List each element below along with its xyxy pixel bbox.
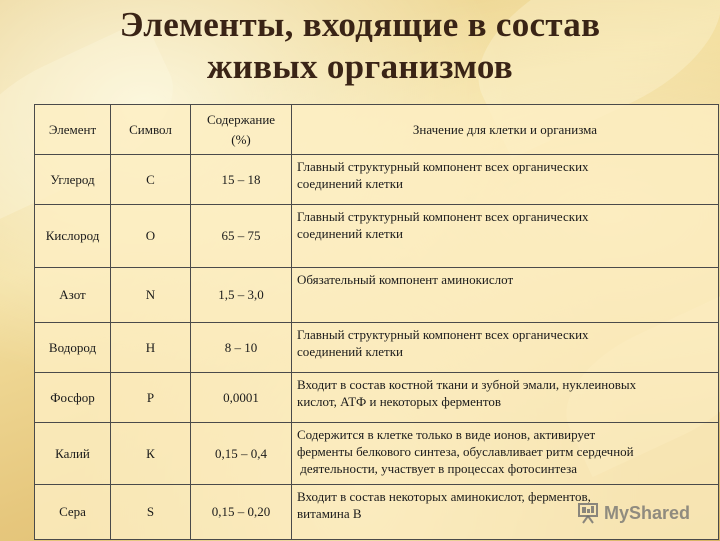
cell-content: 0,15 – 0,20 xyxy=(191,485,292,540)
cell-content: 15 – 18 xyxy=(191,155,292,205)
table-header-row xyxy=(35,105,719,155)
slide-title-line-2: живых организмов xyxy=(207,47,513,86)
header-symbol: Символ xyxy=(111,105,191,155)
elements-table xyxy=(34,104,719,540)
cell-element: Кислород xyxy=(35,205,111,268)
significance-line: кислот, АТФ и некоторых ферментов xyxy=(297,394,501,409)
significance-line: Главный структурный компонент всех органических xyxy=(297,159,589,174)
cell-content: 1,5 – 3,0 xyxy=(191,268,292,323)
slide-title-line-1: Элементы, входящие в состав xyxy=(119,5,601,44)
cell-element: Водород xyxy=(35,323,111,373)
cell-element: Углерод xyxy=(35,155,111,205)
cell-symbol: S xyxy=(111,485,191,540)
significance-line: Входит в состав костной ткани и зубной эмали, нуклеиновых xyxy=(297,377,637,392)
cell-symbol: С xyxy=(111,155,191,205)
header-element: Элемент xyxy=(35,105,111,155)
cell-element: Сера xyxy=(35,485,111,540)
watermark-text: MyShared xyxy=(604,502,691,523)
significance-line: соединений клетки xyxy=(297,344,403,359)
cell-significance xyxy=(292,423,719,485)
significance-line: витамина В xyxy=(297,506,362,521)
significance-line: Входит в состав некоторых аминокислот, ферментов, xyxy=(297,489,591,504)
table-row xyxy=(35,423,719,485)
cell-element: Азот xyxy=(35,268,111,323)
table-row xyxy=(35,155,719,205)
significance-line: Содержится в клетке только в виде ионов, активирует xyxy=(297,427,596,442)
slide-title xyxy=(0,4,720,88)
significance-line: Главный структурный компонент всех органических xyxy=(297,327,589,342)
elements-table-container xyxy=(34,104,718,539)
table-row xyxy=(35,205,719,268)
significance-line: соединений клетки xyxy=(297,226,403,241)
table-row xyxy=(35,268,719,323)
table-row xyxy=(35,373,719,423)
cell-significance xyxy=(292,323,719,373)
cell-element: Фосфор xyxy=(35,373,111,423)
cell-element: Калий xyxy=(35,423,111,485)
cell-content: 8 – 10 xyxy=(191,323,292,373)
significance-line: ферменты белкового синтеза, обуславливает ритм сердечной xyxy=(297,444,634,459)
header-content-line-1: Содержание xyxy=(206,111,276,127)
significance-line: Главный структурный компонент всех органических xyxy=(297,209,589,224)
cell-content: 65 – 75 xyxy=(191,205,292,268)
header-content-line-2: (%) xyxy=(231,131,251,147)
cell-significance xyxy=(292,155,719,205)
presentation-board-icon xyxy=(576,501,600,525)
significance-line: соединений клетки xyxy=(297,176,403,191)
cell-symbol: О xyxy=(111,205,191,268)
header-significance: Значение для клетки и организма xyxy=(292,105,719,155)
header-content xyxy=(191,105,292,155)
cell-symbol: Н xyxy=(111,323,191,373)
cell-symbol: N xyxy=(111,268,191,323)
table-row xyxy=(35,323,719,373)
cell-symbol: Р xyxy=(111,373,191,423)
cell-content: 0,15 – 0,4 xyxy=(191,423,292,485)
cell-significance xyxy=(292,268,719,323)
significance-line: деятельности, участвует в процессах фотосинтеза xyxy=(297,461,578,476)
table-body xyxy=(35,155,719,540)
cell-significance xyxy=(292,373,719,423)
cell-symbol: К xyxy=(111,423,191,485)
watermark xyxy=(576,500,690,526)
cell-significance xyxy=(292,205,719,268)
significance-line: Обязательный компонент аминокислот xyxy=(297,272,514,287)
cell-content: 0,0001 xyxy=(191,373,292,423)
